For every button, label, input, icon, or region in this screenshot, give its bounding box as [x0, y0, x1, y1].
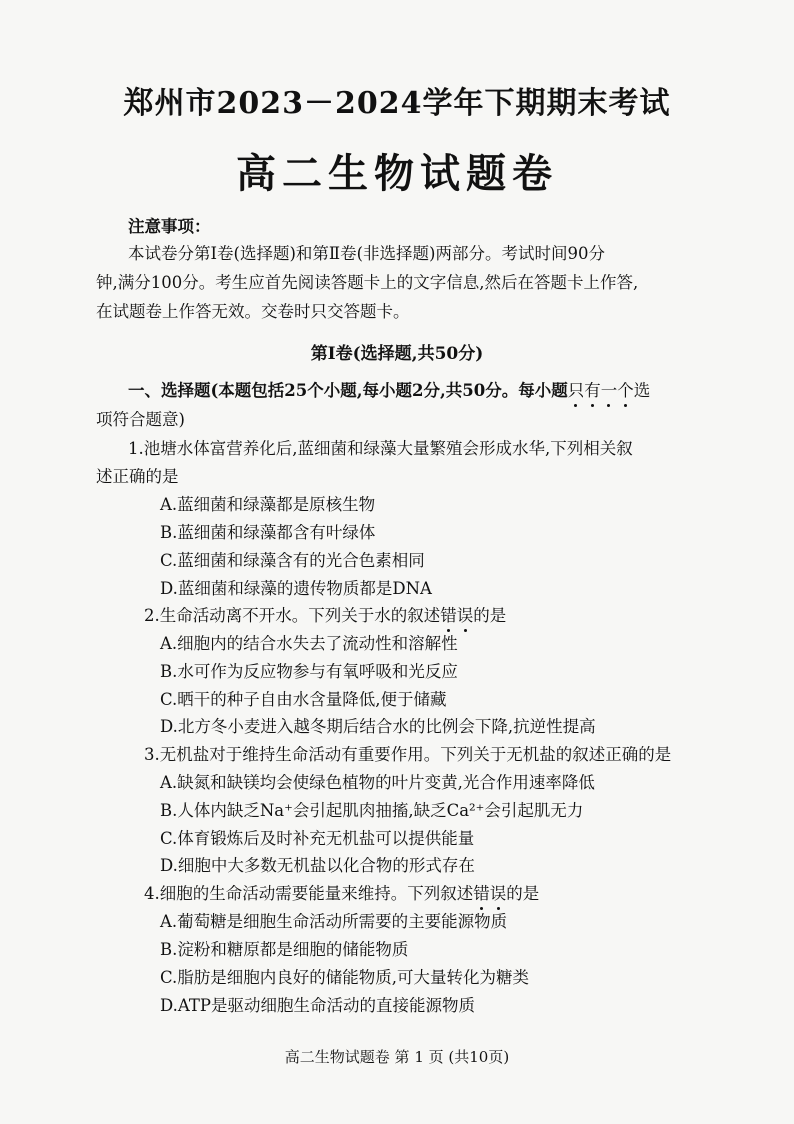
option-c: C.脂肪是细胞内良好的储能物质,可大量转化为糖类: [160, 968, 530, 987]
question-stem: [144, 602, 506, 626]
section-intro-line2: 项符合题意): [96, 410, 185, 429]
option-b: B.人体内缺乏Na⁺会引起肌肉抽搐,缺乏Ca²⁺会引起肌无力: [160, 801, 584, 820]
notice-line: 在试题卷上作答无效。交卷时只交答题卡。: [96, 302, 410, 321]
exam-subtitle: 高二生物试题卷: [236, 150, 558, 197]
emphasis-char: 一: [601, 377, 618, 401]
question-stem: 述正确的是: [96, 467, 179, 486]
emphasis-char: 错: [440, 602, 457, 626]
section-intro: [128, 377, 650, 401]
option-a: A.细胞内的结合水失去了流动性和溶解性: [160, 634, 458, 653]
question-stem-text: 2.生命活动离不开水。下列关于水的叙述: [144, 606, 441, 625]
option-d: D.ATP是驱动细胞生命活动的直接能源物质: [160, 996, 476, 1015]
option-c: C.晒干的种子自由水含量降低,便于储藏: [160, 690, 447, 709]
option-b: B.水可作为反应物参与有氧呼吸和光反应: [160, 662, 458, 681]
section-title: 第Ⅰ卷(选择题,共50分): [310, 344, 484, 364]
option-d: D.细胞中大多数无机盐以化合物的形式存在: [160, 856, 475, 875]
option-c: C.蓝细菌和绿藻含有的光合色素相同: [160, 551, 425, 570]
section-intro-text: 选: [633, 381, 651, 400]
option-d: D.蓝细菌和绿藻的遗传物质都是DNA: [160, 579, 432, 598]
emphasis-char: 只: [568, 377, 585, 401]
emphasis-char: 误: [490, 880, 507, 904]
emphasis-char: 个: [617, 377, 634, 401]
option-d: D.北方冬小麦进入越冬期后结合水的比例会下降,抗逆性提高: [160, 717, 596, 736]
notice-line: 本试卷分第Ⅰ卷(选择题)和第Ⅱ卷(非选择题)两部分。考试时间90分: [128, 244, 605, 263]
question-stem-text: 的是: [473, 606, 507, 625]
option-a: A.葡萄糖是细胞生命活动所需要的主要能源物质: [160, 912, 508, 931]
notice-heading: 注意事项：: [128, 217, 211, 236]
emphasis-error: [440, 606, 473, 625]
section-intro-text: 一、选择题(本题包括25个小题,每小题2分,共50分。每小题: [128, 381, 568, 400]
question-stem: 3.无机盐对于维持生命活动有重要作用。下列关于无机盐的叙述正确的是: [144, 745, 672, 764]
emphasis-char: 错: [473, 880, 490, 904]
page-footer: 高二生物试题卷 第 1 页 (共10页): [284, 1048, 510, 1066]
question-stem: 1.池塘水体富营养化后,蓝细菌和绿藻大量繁殖会形成水华,下列相关叙: [128, 439, 633, 458]
question-stem-text: 4.细胞的生命活动需要能量来维持。下列叙述: [144, 884, 474, 903]
notice-line: 钟,满分100分。考生应首先阅读答题卡上的文字信息,然后在答题卡上作答,: [96, 273, 639, 292]
emphasis-char: 误: [457, 602, 474, 626]
option-b: B.淀粉和糖原都是细胞的储能物质: [160, 940, 409, 959]
emphasis-error: [473, 884, 506, 903]
emphasis-char: 有: [584, 377, 601, 401]
option-a: A.缺氮和缺镁均会使绿色植物的叶片变黄,光合作用速率降低: [160, 773, 595, 792]
exam-title: 郑州市2023－2024学年下期期末考试: [123, 86, 671, 121]
option-a: A.蓝细菌和绿藻都是原核生物: [160, 495, 376, 514]
option-b: B.蓝细菌和绿藻都含有叶绿体: [160, 523, 376, 542]
emphasis-only-one: [568, 381, 634, 400]
question-stem: [144, 880, 539, 904]
option-c: C.体育锻炼后及时补充无机盐可以提供能量: [160, 829, 475, 848]
question-stem-text: 的是: [506, 884, 540, 903]
